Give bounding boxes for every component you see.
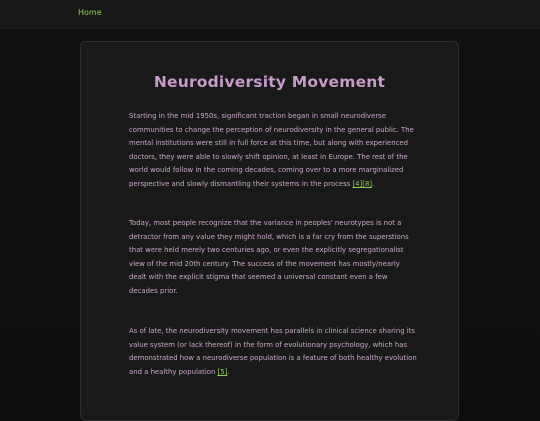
citation-link-5[interactable]: [5] bbox=[217, 367, 228, 376]
paragraph-3-end: . bbox=[227, 367, 230, 376]
paragraph-1-text: Starting in the mid 1950s, significant traction began in small neurodiverse communities to change the perception of neurodiversity in the general public. The mental institutions were still in full force at this time, but along with experienced doctors, they were able to slowly shift opinion, at least in Europe. The rest of the world would follow in the coming decades, coming over to a more marginalized perspective and slowly dismantling their systems in the process bbox=[129, 112, 414, 188]
nav-home-link[interactable]: Home bbox=[78, 8, 102, 17]
article-paragraph-1 bbox=[129, 110, 417, 192]
article-card bbox=[80, 41, 459, 421]
citation-link-4[interactable]: [4] bbox=[352, 179, 363, 188]
article-title: Neurodiversity Movement bbox=[153, 73, 386, 91]
article-paragraph-2 bbox=[129, 217, 417, 299]
top-nav-bar bbox=[0, 0, 540, 29]
citation-link-8[interactable]: [8] bbox=[362, 179, 373, 188]
paragraph-2-text: Today, most people recognize that the variance in peoples' neurotypes is not a detractor from any value they might hold, which is a far cry from the superstions that were held merely two centuries ago, or even the explicitly segregationalist view of the mid 20th century. The success of the movement has mostly/nearly dealt with the explicit stigma that seemed a universal constant even a few decades prior. bbox=[129, 219, 409, 295]
paragraph-1-end: . bbox=[372, 179, 375, 188]
paragraph-3-text: As of late, the neurodiversity movement has parallels in clinical science sharing its value system (or lack thereof) in the form of evolutionary psychology, which has demonstrated how a neurodiverse population is a feature of both healthy evolution and a healthy population bbox=[129, 327, 417, 376]
article-paragraph-3 bbox=[129, 325, 417, 379]
